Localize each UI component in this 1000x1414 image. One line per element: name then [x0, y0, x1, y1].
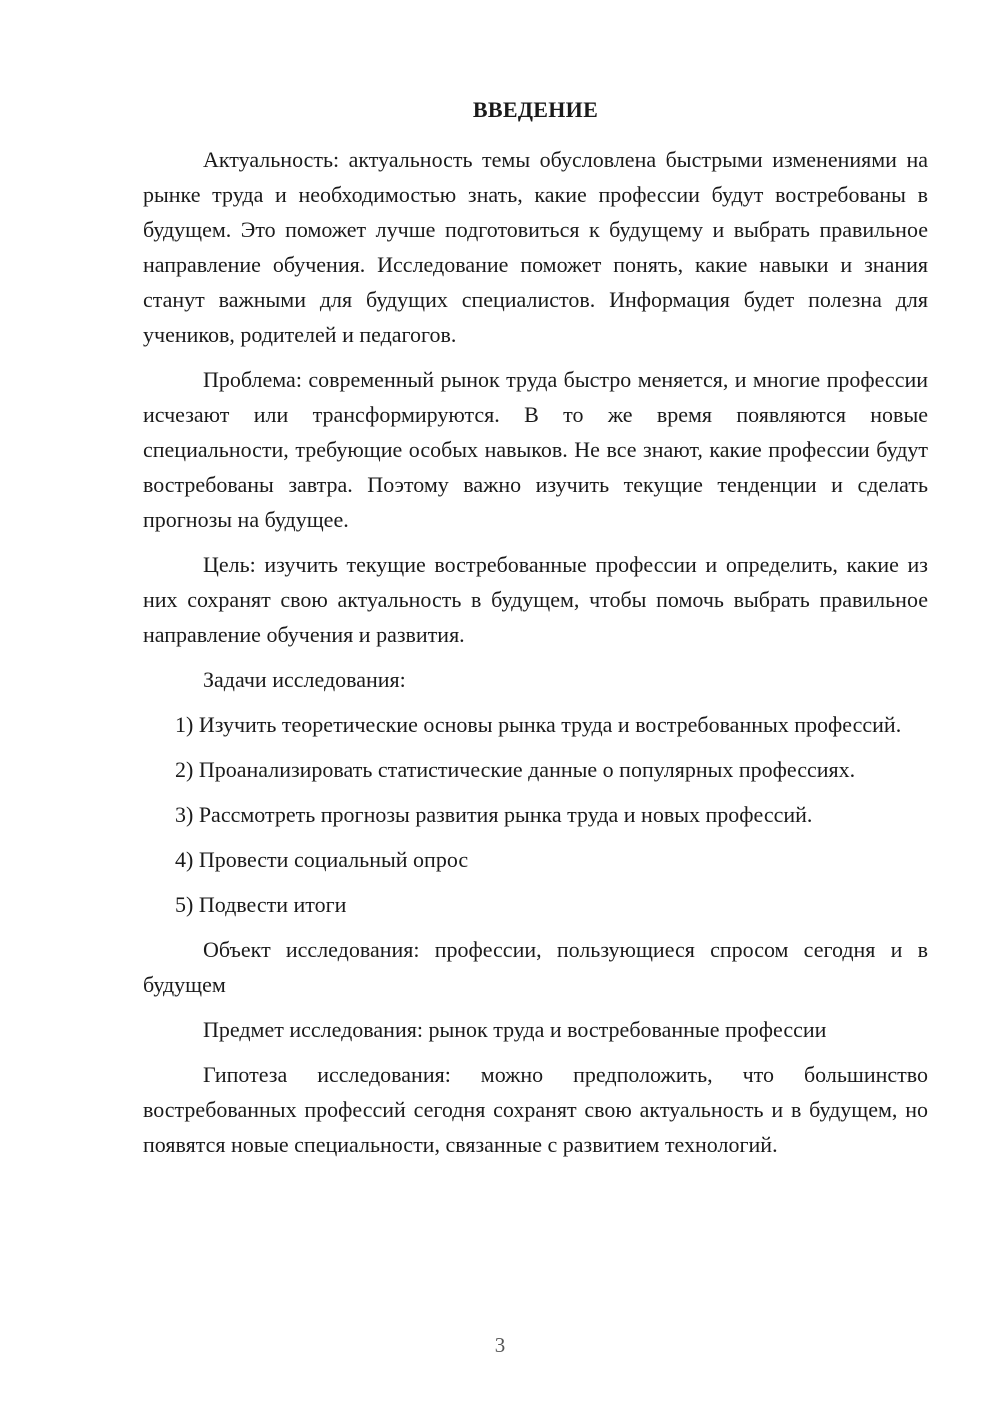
paragraph-subject: Предмет исследования: рынок труда и востребованные профессии — [203, 1017, 827, 1042]
task-item-3: 3) Рассмотреть прогнозы развития рынка труда и новых профессий. — [175, 802, 813, 827]
paragraph-problem: Проблема: современный рынок труда быстро меняется, и многие профессии исчезают или трансформируются. В то же время появляются новые специальности, требующие особых навыков. Не все знают, какие профессии будут востребованы завтра. Поэтому важно изучить текущие тенденции и сделать прогнозы на будущее. — [143, 367, 928, 532]
paragraph-goal: Цель: изучить текущие востребованные профессии и определить, какие из них сохранят свою актуальность в будущем, чтобы помочь выбрать правильное направление обучения и развития. — [143, 552, 928, 647]
paragraph-tasks-title: Задачи исследования: — [203, 667, 406, 692]
task-item-5: 5) Подвести итоги — [175, 892, 347, 917]
task-item-2: 2) Проанализировать статистические данные о популярных профессиях. — [175, 757, 856, 782]
page-number: 3 — [494, 1333, 506, 1357]
task-item-1: 1) Изучить теоретические основы рынка труда и востребованных профессий. — [175, 712, 902, 737]
task-item-4: 4) Провести социальный опрос — [175, 847, 469, 872]
paragraph-hypothesis: Гипотеза исследования: можно предположить, что большинство востребованных профессий сегодня сохранят свою актуальность и в будущем, но появятся новые специальности, связанные с развитием технологий. — [143, 1062, 928, 1157]
paragraph-object: Объект исследования: профессии, пользующиеся спросом сегодня и в будущем — [143, 937, 928, 997]
paragraph-relevance: Актуальность: актуальность темы обусловлена быстрыми изменениями на рынке труда и необходимостью знать, какие профессии будут востребованы в будущем. Это поможет лучше подготовиться к будущему и выбрать правильное направление обучения. Исследование поможет понять, какие навыки и знания станут важными для будущих специалистов. Информация будет полезна для учеников, родителей и педагогов. — [143, 147, 928, 347]
section-heading: ВВЕДЕНИЕ — [472, 97, 599, 122]
document-page — [143, 92, 928, 1172]
